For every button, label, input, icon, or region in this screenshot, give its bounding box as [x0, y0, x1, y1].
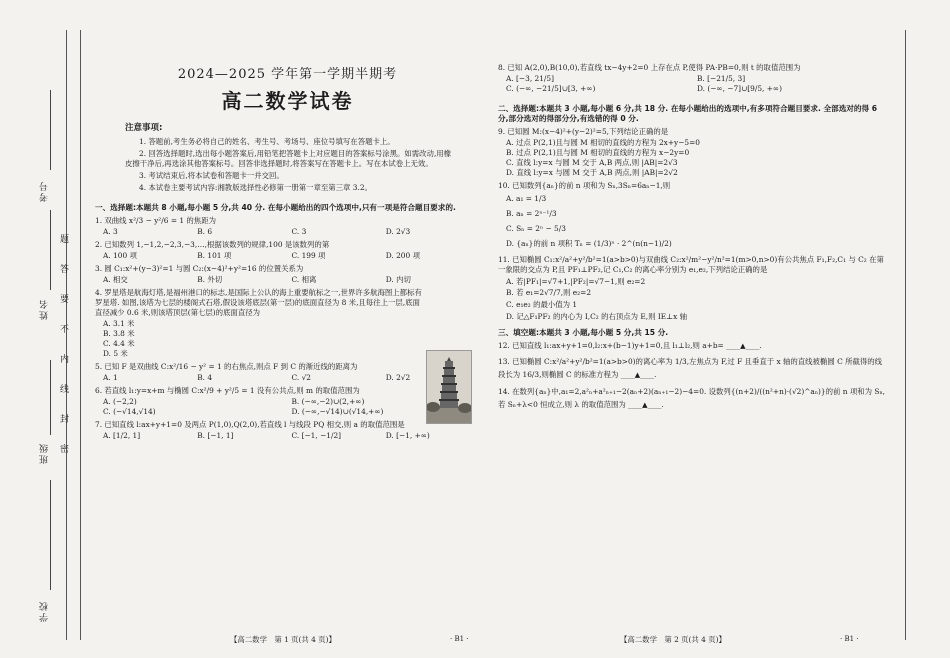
class-field[interactable]	[50, 360, 51, 435]
section-heading: 二、选择题:本题共 3 小题,每小题 6 分,共 18 分. 在每小题给出的选项中,有多项符合题目要求. 全部选对的得 6 分,部分选对的得部分分,有选错的得 0 分.	[498, 103, 878, 124]
question-14-text: 14. 在数列{aₙ}中,a₁=2,a²ₙ+a²ₙ₊₁−2(aₙ+2)(aₙ₊₁−2)−4=0. 设数列{(n+2)/((n²+n)·(√2)^aₙ)}的前 n 项和为 Sₙ,若 Sₙ+λ<0 恒成立,则 λ 的取值范围为	[498, 386, 885, 409]
question-6: 6. 若直线 l₁:y=x+m 与椭圆 C:x²/9 + y²/5 = 1 没有公共点,则 m 的取值范围为	[95, 385, 360, 395]
option[interactable]: C. 直线 l:y=x 与圆 M 交于 A,B 两点,则 |AB|=2√3	[506, 158, 678, 168]
school-field[interactable]	[50, 480, 51, 590]
option[interactable]: A. (−2,2)	[103, 396, 137, 406]
notice-title: 注意事项:	[125, 122, 163, 133]
option[interactable]: C. 4.4 米	[103, 339, 135, 349]
seal-char: 封	[60, 415, 70, 425]
right-margin-line	[905, 30, 906, 640]
question-10-options	[506, 192, 888, 251]
question-4: 4. 罗星塔是航海灯塔,是福州港口的标志,是国际上公认的海上重要航标之一,世界许多航海图上都标有罗星塔. 如图,该塔为七层的楼阁式石塔,假设该塔底层(第一层)的底面直径为 8 米,且每往上一层,底面直径减少 0.6 米,则该塔顶层(第七层)的底面直径为	[95, 288, 422, 318]
option[interactable]: B. [−21/5, 3]	[697, 73, 746, 83]
question-3: 3. 圆 C₁:x²+(y−3)²=1 与圆 C₂:(x−4)²+y²=16 的位置关系为	[95, 264, 304, 274]
option[interactable]: C. 相离	[291, 275, 317, 285]
pagoda-icon	[427, 351, 471, 423]
question-11-options	[506, 276, 888, 323]
seal-char: 题	[60, 235, 70, 245]
right-page-code: · B1 ·	[840, 635, 859, 643]
question-13	[498, 355, 888, 382]
question-5-options	[103, 373, 480, 383]
triangle-icon: ▲	[642, 400, 648, 409]
notice-box	[125, 123, 455, 193]
question-3-options	[103, 275, 480, 285]
question-6-options	[103, 397, 480, 417]
class-label: 班级	[40, 442, 50, 464]
option[interactable]: D. 2√2	[385, 372, 411, 382]
option[interactable]: D. (−∞,−√14)∪(√14,+∞)	[291, 406, 384, 416]
option[interactable]: B. 外切	[197, 275, 223, 285]
question-8-options	[506, 74, 888, 94]
option[interactable]: B. aₙ = 2ⁿ⁻¹/3	[506, 209, 557, 219]
question-10: 10. 已知数列{aₙ}的前 n 项和为 Sₙ,3Sₙ=6aₙ−1,则	[498, 181, 671, 191]
option[interactable]: B. 101 项	[197, 251, 232, 261]
name-label: 姓名	[40, 298, 50, 320]
exam-no-label: 考号	[40, 180, 50, 202]
question-9-options	[506, 138, 888, 178]
school-label: 学校	[40, 600, 50, 622]
name-field[interactable]	[50, 210, 51, 290]
option[interactable]: C. e₁e₂ 的最小值为 1	[506, 300, 578, 310]
option[interactable]: A. 3	[103, 227, 118, 237]
seal-char: 要	[60, 295, 70, 305]
notice-item: 4. 本试卷主要考试内容:湘教版选择性必修第一册第一章至第三章 3.2。	[139, 182, 372, 192]
question-2-options	[103, 251, 480, 261]
seal-char: 内	[60, 355, 70, 365]
section-heading: 三、填空题:本题共 3 小题,每小题 5 分,共 15 分.	[498, 327, 669, 337]
option[interactable]: B. 6	[197, 227, 213, 237]
exam-no-field[interactable]	[50, 90, 51, 170]
option[interactable]: A. 1	[103, 372, 118, 382]
question-11: 11. 已知椭圆 C₁:x²/a²+y²/b²=1(a>b>0)与双曲线 C₂:x²/m²−y²/n²=1(m>0,n>0)有公共焦点 F₁,F₂,C₁ 与 C₂ 在第一象限的交点为 P,且 PF₁⊥PF₂,记 C₁,C₂ 的离心率分别为 e₁,e₂,下列结论正确的是	[498, 254, 884, 274]
question-5: 5. 已知 F 是双曲线 C:x²/16 − y² = 1 的右焦点,则点 F 到 C 的渐近线的距离为	[95, 361, 358, 371]
option[interactable]: A. 相交	[103, 275, 128, 285]
option[interactable]: C. 199 项	[291, 251, 326, 261]
question-12	[498, 341, 888, 351]
option[interactable]: A. 3.1 米	[103, 319, 135, 329]
left-page-footer: 【高二数学 第 1 页(共 4 页)】	[230, 635, 336, 644]
option[interactable]: A. [1/2, 1]	[103, 430, 141, 440]
option[interactable]: A. [−3, 21/5]	[506, 73, 554, 83]
question-1-options	[103, 227, 480, 237]
question-7: 7. 已知直线 l:ax+y+1=0 及两点 P(1,0),Q(2,0),若直线 l 与线段 PQ 相交,则 a 的取值范围是	[95, 419, 405, 429]
right-column	[498, 60, 888, 412]
answer-blank[interactable]: ____▲____.	[726, 342, 762, 351]
option[interactable]: A. 100 项	[103, 251, 137, 261]
option[interactable]: D. 5 米	[103, 349, 128, 358]
seal-char: 密	[60, 445, 70, 455]
option[interactable]: C. √2	[291, 372, 312, 382]
option[interactable]: D. 内切	[385, 275, 411, 285]
left-column	[95, 28, 480, 441]
notice-item: 3. 考试结束后,将本试卷和答题卡一并交回。	[139, 170, 284, 180]
option[interactable]: B. 4	[197, 372, 213, 382]
option[interactable]: D. 2√3	[385, 227, 411, 237]
option[interactable]: A. a₁ = 1/3	[506, 194, 547, 204]
question-2: 2. 已知数列 1,−1,2,−2,3,−3,…,根据该数列的规律,100 是该数列的第	[95, 240, 330, 250]
subject-title: 高二数学试卷	[221, 88, 354, 113]
option[interactable]: D. [−1, +∞)	[385, 430, 430, 440]
section-heading: 一、选择题:本题共 8 小题,每小题 5 分,共 40 分. 在每小题给出的四个选项中,只有一项是符合题目要求的.	[95, 202, 456, 212]
answer-blank[interactable]: ____▲____.	[620, 370, 657, 379]
question-1: 1. 双曲线 x²/3 − y²/6 = 1 的焦距为	[95, 216, 216, 226]
binding-line	[66, 30, 67, 640]
question-7-options	[103, 431, 480, 441]
option[interactable]: D. 200 项	[385, 251, 420, 261]
answer-blank[interactable]: ____▲____.	[628, 400, 664, 409]
left-page-code: · B1 ·	[450, 635, 469, 643]
option[interactable]: C. [−1, −1/2]	[291, 430, 342, 440]
pagoda-image	[426, 350, 472, 424]
option[interactable]: C. 3	[291, 227, 307, 237]
question-14	[498, 385, 888, 412]
seal-char: 答	[60, 265, 70, 275]
option[interactable]: C. Sₙ = 2ⁿ − 5/3	[506, 223, 566, 233]
binding-area	[28, 30, 78, 640]
option[interactable]: B. 过点 P(2,1)且与圆 M 相切的直线的方程为 x−2y=0	[506, 148, 690, 158]
option[interactable]: B. 3.8 米	[103, 329, 135, 339]
seal-char: 线	[60, 385, 70, 395]
question-8: 8. 已知 A(2,0),B(10,0),若直线 tx−4y+2=0 上存在点 P,使得 PA·PB=0,则 t 的取值范围为	[498, 63, 801, 72]
seal-char: 不	[60, 325, 70, 335]
option[interactable]: D. 记△F₁PF₂ 的内心为 I,C₂ 的右顶点为 E,则 IE⊥x 轴	[506, 312, 688, 322]
question-4-options	[103, 319, 303, 359]
option[interactable]: B. [−1, 1]	[197, 430, 234, 440]
option[interactable]: C. (−∞, −21/5]∪[3, +∞)	[506, 83, 596, 93]
option[interactable]: A. 过点 P(2,1)且与圆 M 相切的直线的方程为 2x+y−5=0	[506, 138, 700, 148]
option[interactable]: D. 直线 l:y=x 与圆 M 交于 A,B 两点,则 |AB|=2√2	[506, 168, 678, 178]
question-9: 9. 已知圆 M:(x−4)²+(y−2)²=5,下列结论正确的是	[498, 127, 669, 137]
option[interactable]: C. (−√14,√14)	[103, 406, 156, 416]
option[interactable]: A. 若|PF₁|=√7+1,|PF₂|=√7−1,则 e₂=2	[506, 276, 646, 286]
right-page-footer: 【高二数学 第 2 页(共 4 页)】	[620, 635, 726, 644]
option[interactable]: D. {aₙ}的前 n 项积 Tₙ = (1/3)ⁿ · 2^(n(n−1)/2)	[506, 238, 672, 248]
triangle-icon: ▲	[740, 342, 746, 351]
year-title: 2024—2025 学年第一学期半期考	[177, 67, 398, 82]
margin-line	[80, 30, 81, 640]
triangle-icon: ▲	[634, 370, 641, 379]
notice-item: 1. 答题前,考生务必将自己的姓名、考生号、考场号、座位号填写在答题卡上。	[139, 137, 395, 147]
option[interactable]: B. (−∞,−2)∪(2,+∞)	[291, 396, 365, 406]
notice-item: 2. 回答选择题时,选出每小题答案后,用铅笔把答题卡上对应题目的答案标号涂黑。如需改动,用橡皮擦干净后,再选涂其他答案标号。回答非选择题时,将答案写在答题卡上。写在本试卷上无效。	[125, 149, 452, 168]
option[interactable]: B. 若 e₁=2√7/7,则 e₂=2	[506, 288, 592, 298]
question-12-text: 12. 已知直线 l₁:ax+y+1=0,l₂:x+(b−1)y+1=0,且 l₁⊥l₂,则 a+b=	[498, 341, 724, 351]
option[interactable]: D. (−∞, −7]∪[9/5, +∞)	[697, 83, 782, 93]
question-13-text: 13. 已知椭圆 C:x²/a²+y²/b²=1(a>b>0)的离心率为 1/3,左焦点为 F,过 F 且垂直于 x 轴的直线被椭圆 C 所截得的线段长为 16/3,则椭圆 C 的标准方程为	[498, 356, 883, 379]
